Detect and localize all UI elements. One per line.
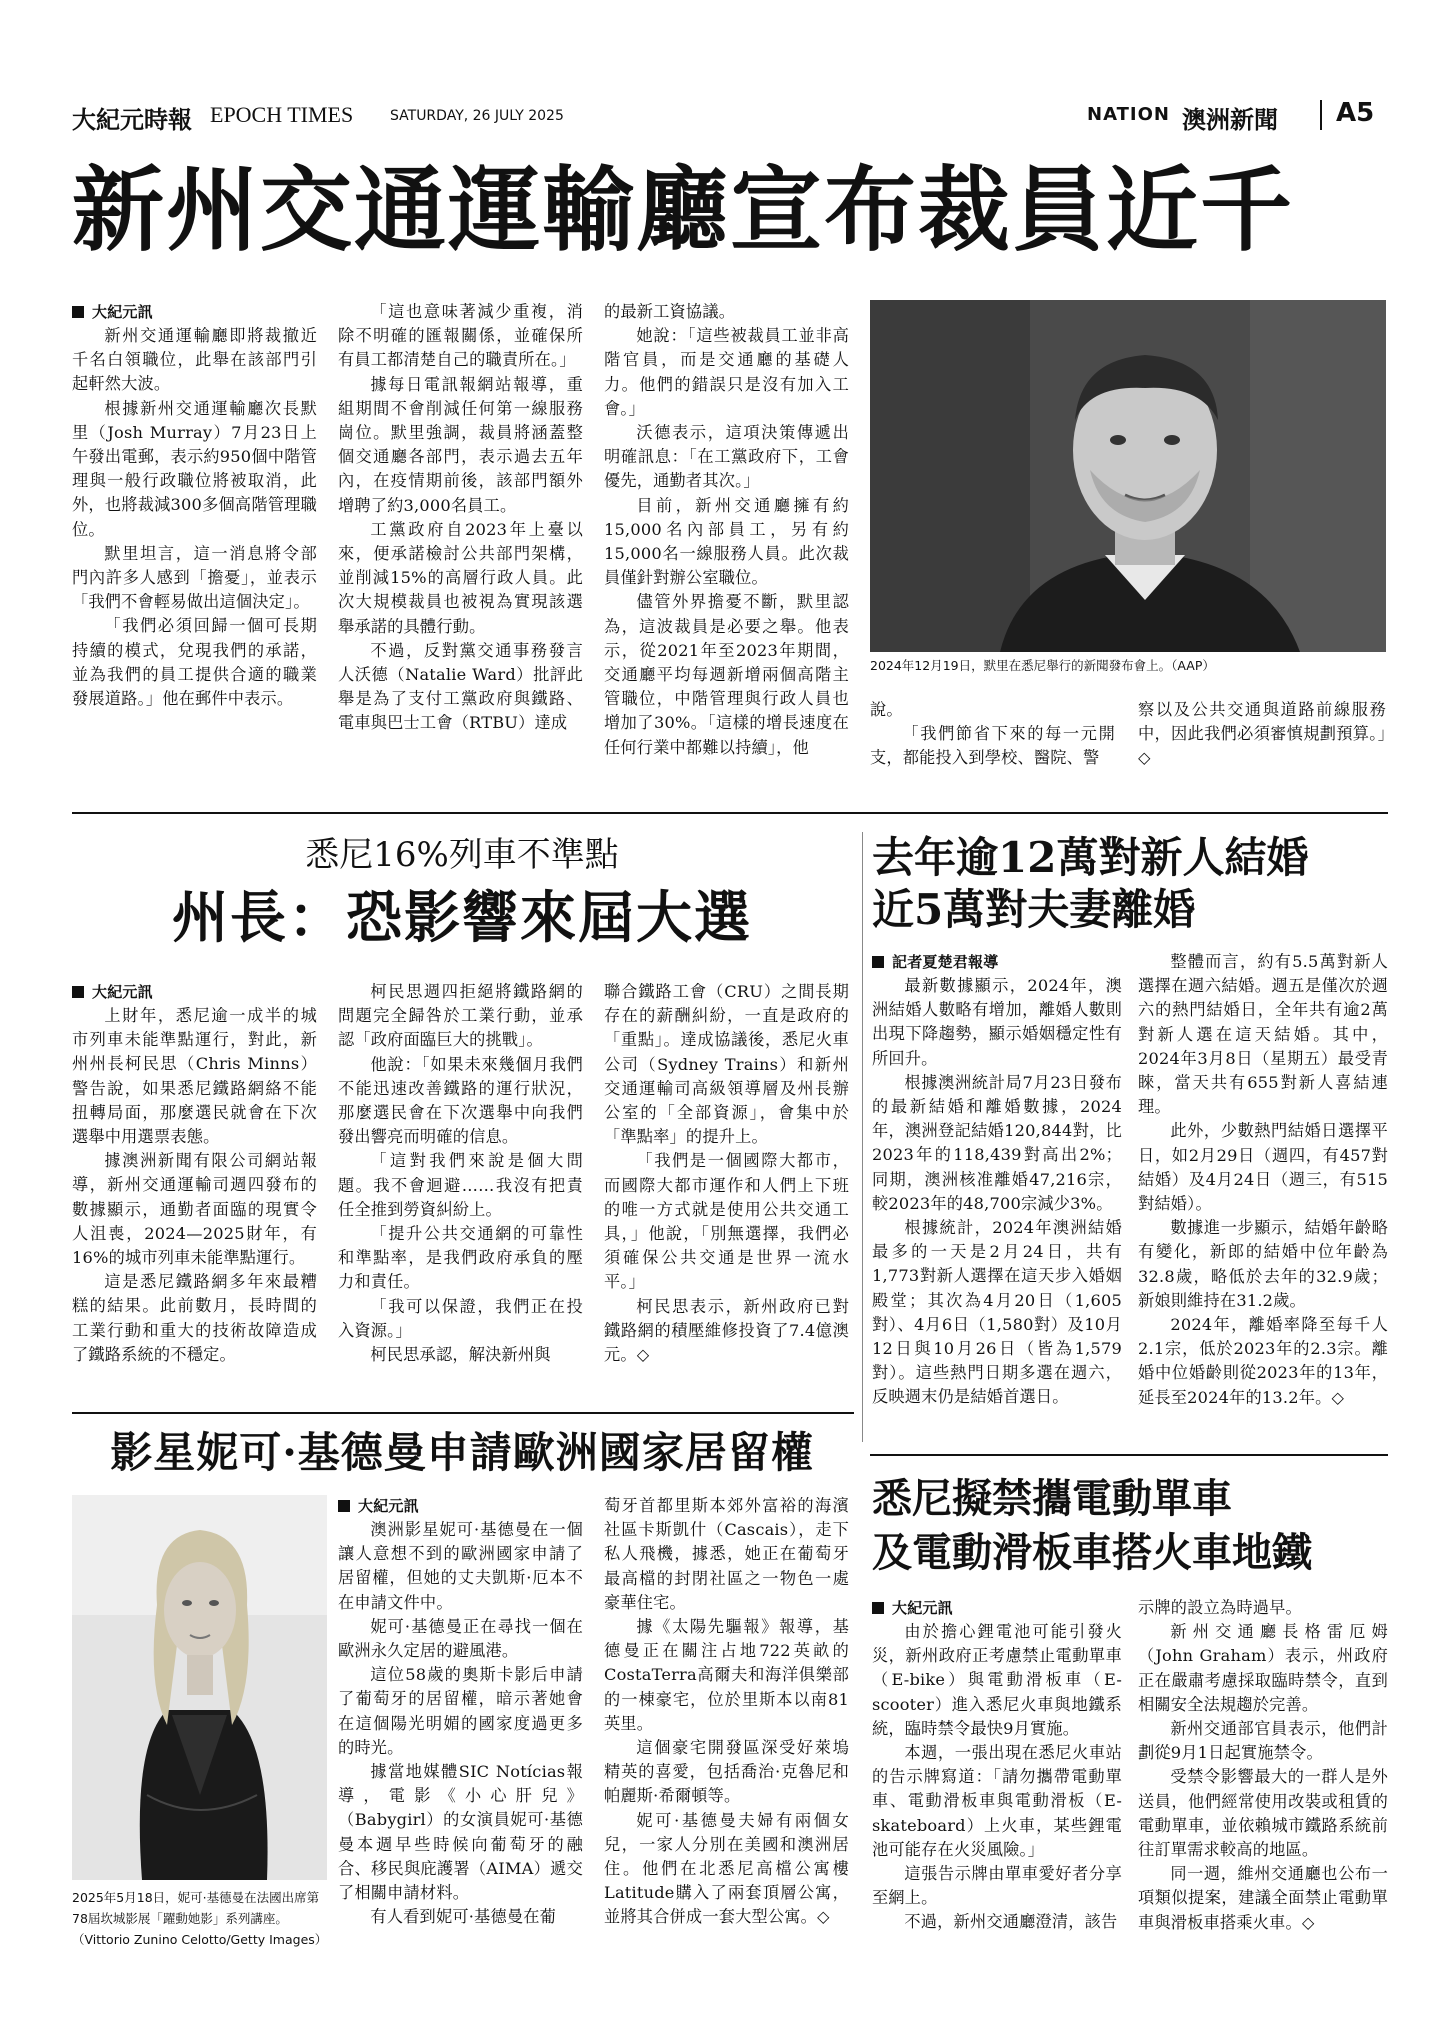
paragraph: 目前，新州交通廳擁有約15,000名內部員工，另有約15,000名一線服務人員。此次裁員僅針對辦公室職位。 — [604, 495, 849, 588]
story1-photo — [870, 300, 1386, 652]
paragraph: 這個豪宅開發區深受好萊塢精英的喜愛，包括喬治·克魯尼和帕麗斯·希爾頓等。 — [604, 1738, 849, 1806]
story1-column-2 — [338, 300, 583, 736]
paragraph: 「提升公共交通網的可靠性和準點率，是我們政府承負的壓力和責任。 — [338, 1224, 583, 1292]
story2-column-3 — [604, 980, 849, 1367]
story4-byline: 大紀元訊 — [338, 1494, 583, 1518]
paragraph: 「這也意味著減少重複，消除不明確的匯報關係，並確保所有員工都清楚自己的職責所在。」 — [338, 302, 583, 370]
story5-headline-line1: 悉尼擬禁攜電動單車 — [872, 1475, 1232, 1522]
paragraph: 「我們節省下來的每一元開支，都能投入到學校、醫院、警 — [870, 724, 1115, 768]
paragraph: 萄牙首都里斯本郊外富裕的海濱社區卡斯凱什（Cascais），走下私人飛機，據悉，她正在葡萄牙最高檔的封閉社區之一物色一處豪華住宅。 — [604, 1496, 849, 1612]
paragraph: 澳洲影星妮可·基德曼在一個讓人意想不到的歐洲國家申請了居留權，但她的丈夫凱斯·厄本不在申請文件中。 — [338, 1520, 583, 1612]
paragraph: 2024年，離婚率降至每千人2.1宗，低於2023年的2.3宗。離婚中位婚齡則從2023年的13年，延長至2024年的13.2年。◇ — [1138, 1315, 1388, 1407]
paragraph: 據當地媒體SIC Notícias報導，電影《小心肝兒》（Babygirl）的女演員妮可·基德曼本週早些時候向葡萄牙的融合、移民與庇護署（AIMA）遞交了相關申請材料。 — [338, 1762, 583, 1903]
paragraph: 由於擔心鋰電池可能引發火災，新州政府正考慮禁止電動單車（E-bike）與電動滑板車（E-scooter）進入悉尼火車與地鐵系統，臨時禁令最快9月實施。 — [872, 1622, 1122, 1738]
paragraph: 工黨政府自2023年上臺以來，便承諾檢討公共部門架構，並削減15%的高層行政人員。此次大規模裁員也被視為實現該選舉承諾的具體行動。 — [338, 519, 583, 636]
story4-column-1 — [338, 1494, 583, 1929]
story3-headline-line1: 去年逾12萬對新人結婚 — [872, 833, 1309, 882]
paragraph: 「我可以保證，我們正在投入資源。」 — [338, 1296, 583, 1340]
page-number: A5 — [1336, 98, 1375, 128]
story4-headline: 影星妮可·基德曼申請歐洲國家居留權 — [110, 1428, 814, 1477]
story3-column-1 — [872, 950, 1122, 1410]
paragraph: 他說：「如果未來幾個月我們不能迅速改善鐵路的運行狀況，那麼選民會在下次選舉中向我們發出響亮而明確的信息。 — [338, 1054, 583, 1147]
story2-headline: 州長：恐影響來屆大選 — [172, 885, 752, 951]
paragraph: 說。 — [870, 700, 903, 719]
woman-portrait-icon — [72, 1495, 327, 1880]
paragraph: 同一週，維州交通廳也公布一項類似提案，建議全面禁止電動單車與滑板車搭乘火車。◇ — [1138, 1864, 1388, 1932]
story2-kicker: 悉尼16%列車不準點 — [305, 835, 619, 875]
logo-en: EPOCH TIMES — [210, 102, 354, 127]
paragraph: 新州交通廳長格雷厄姆（John Graham）表示，州政府正在嚴肅考慮採取臨時禁令，直到相關安全法規趨於完善。 — [1138, 1622, 1388, 1714]
byline-square-icon — [872, 956, 884, 968]
section-divider — [72, 1412, 854, 1414]
story1-headline: 新州交通運輸廳宣布裁員近千 — [72, 156, 1295, 264]
story3-column-2 — [1138, 950, 1388, 1410]
paragraph: 妮可·基德曼夫婦有兩個女兒，一家人分別在美國和澳洲居住。他們在北悉尼高檔公寓樓Latitude購入了兩套頂層公寓，並將其合併成一套大型公寓。◇ — [604, 1810, 849, 1927]
paragraph: 「這對我們來說是個大問題。我不會迴避……我沒有把責任全推到勞資糾紛上。 — [338, 1151, 583, 1219]
paragraph: 不過，反對黨交通事務發言人沃德（Natalie Ward）批評此舉是為了支付工黨政府與鐵路、電車與巴士工會（RTBU）達成 — [338, 640, 583, 733]
section-en: NATION — [1087, 104, 1170, 125]
story1-column-5 — [1138, 698, 1386, 771]
story5-column-1 — [872, 1596, 1122, 1935]
paragraph: 察以及公共交通與道路前線服務中，因此我們必須審慎規劃預算。」◇ — [1138, 700, 1386, 768]
byline-square-icon — [72, 986, 84, 998]
paragraph: 本週，一張出現在悉尼火車站的告示牌寫道：「請勿攜帶電動單車、電動滑板車與電動滑板（E-skateboard）上火車，某些鋰電池可能存在火災風險。」 — [872, 1743, 1122, 1859]
story3-byline: 記者夏楚君報導 — [872, 950, 1122, 974]
paragraph: 新州交通部官員表示，他們計劃從9月1日起實施禁令。 — [1138, 1719, 1388, 1763]
story1-byline: 大紀元訊 — [72, 300, 317, 324]
paragraph: 新州交通運輸廳即將裁撤近千名白領職位，此舉在該部門引起軒然大波。 — [72, 326, 317, 394]
paragraph: 整體而言，約有5.5萬對新人選擇在週六結婚。週五是僅次於週六的熱門結婚日，全年共有逾2萬對新人選在這天結婚。其中，2024年3月8日（星期五）最受青睞，當天共有655對新人喜結連理。 — [1138, 952, 1388, 1117]
paragraph: 聯合鐵路工會（CRU）之間長期存在的薪酬糾紛，一直是政府的「重點」。達成協議後，悉尼火車公司（Sydney Trains）和新州交通運輸司高級領導層及州長辦公室的「全部資源」，會集中於「準點率」的提升上。 — [604, 982, 849, 1147]
section-divider — [72, 812, 1388, 814]
byline-square-icon — [872, 1602, 884, 1614]
paragraph: 根據統計，2024年澳洲結婚最多的一天是2月24日，共有1,773對新人選擇在這天步入婚姻殿堂；其次為4月20日（1,605對）、4月6日（1,580對）及10月12日與10月26日（皆為1,579對）。這些熱門日期多選在週六，反映週末仍是結婚首選日。 — [872, 1218, 1122, 1407]
masthead — [72, 98, 1388, 138]
story5-headline — [872, 1472, 1392, 1580]
paragraph: 的最新工資協議。 — [604, 302, 736, 321]
man-portrait-icon — [870, 300, 1386, 652]
paragraph: 「我們必須回歸一個可長期持續的模式，兌現我們的承諾，並為我們的員工提供合適的職業發展道路。」他在郵件中表示。 — [72, 616, 317, 709]
section-cn: 澳洲新聞 — [1182, 105, 1278, 134]
story5-column-2 — [1138, 1596, 1388, 1935]
paragraph: 這是悉尼鐵路網多年來最糟糕的結果。此前數月，長時間的工業行動和重大的技術故障造成了鐵路系統的不穩定。 — [72, 1272, 317, 1364]
paragraph: 她說：「這些被裁員工並非高階官員，而是交通廳的基礎人力。他們的錯誤只是沒有加入工會。」 — [604, 326, 849, 418]
story1-column-3 — [604, 300, 849, 760]
paragraph: 根據澳洲統計局7月23日發布的最新結婚和離婚數據，2024年，澳洲登記結婚120,844對，比2023年的118,439對高出2%；同期，澳洲核准離婚47,216宗，較2023年的48,700宗減少3%。 — [872, 1072, 1122, 1213]
story2-column-1 — [72, 980, 317, 1367]
masthead-divider — [1320, 100, 1322, 130]
paragraph: 「我們是一個國際大都市，而國際大都市運作和人們上下班的唯一方式就是使用公共交通工具，」他說，「別無選擇，我們必須確保公共交通是世界一流水平。」 — [604, 1151, 849, 1292]
column-divider — [862, 832, 863, 1442]
story5-byline: 大紀元訊 — [872, 1596, 1122, 1620]
paragraph: 默里坦言，這一消息將令部門內許多人感到「擔憂」，並表示「我們不會輕易做出這個決定」。 — [72, 543, 317, 612]
paragraph: 妮可·基德曼正在尋找一個在歐洲永久定居的避風港。 — [338, 1616, 583, 1661]
paragraph: 這位58歲的奧斯卡影后申請了葡萄牙的居留權，暗示著她會在這個陽光明媚的國家度過更多的時光。 — [338, 1665, 583, 1757]
paragraph: 受禁令影響最大的一群人是外送員，他們經常使用改裝或租賃的電動單車，並依賴城市鐵路系統前往訂單需求較高的地區。 — [1138, 1767, 1388, 1860]
paragraph: 此外，少數熱門結婚日選擇平日，如2月29日（週四，有457對結婚）及4月24日（週三，有515對結婚）。 — [1138, 1121, 1388, 1214]
paragraph: 不過，新州交通廳澄清，該告 — [904, 1912, 1118, 1932]
paragraph: 沃德表示，這項決策傳遞出明確訊息：「在工黨政府下，工會優先，通勤者其次。」 — [604, 423, 849, 491]
story3-headline-line2: 近5萬對夫妻離婚 — [872, 885, 1196, 934]
paragraph: 柯民思週四拒絕將鐵路網的問題完全歸咎於工業行動，並承認「政府面臨巨大的挑戰」。 — [338, 982, 583, 1050]
story1-column-4 — [870, 698, 1115, 771]
paragraph: 上財年，悉尼逾一成半的城市列車未能準點運行，對此，新州州長柯民思（Chris Minns）警告說，如果悉尼鐵路網絡不能扭轉局面，那麼選民就會在下次選舉中用選票表態。 — [72, 1006, 317, 1147]
paragraph: 數據進一步顯示，結婚年齡略有變化，新郎的結婚中位年齡為32.8歲，略低於去年的32.9歲；新娘則維持在31.2歲。 — [1138, 1218, 1388, 1310]
paragraph: 最新數據顯示，2024年，澳洲結婚人數略有增加，離婚人數則出現下降趨勢，顯示婚姻穩定性有所回升。 — [872, 976, 1122, 1068]
paragraph: 據澳洲新聞有限公司網站報導，新州交通運輸司週四發布的數據顯示，通勤者面臨的現實令人沮喪，2024—2025財年，有16%的城市列車未能準點運行。 — [72, 1151, 317, 1268]
story1-column-1 — [72, 300, 317, 711]
paragraph: 這張告示牌由單車愛好者分享至網上。 — [872, 1864, 1122, 1908]
paragraph: 根據新州交通運輸廳次長默里（Josh Murray）7月23日上午發出電郵，表示約950個中階管理與一般行政職位將被取消，此外，也將裁減300多個高階管理職位。 — [72, 398, 317, 539]
paragraph: 據《太陽先驅報》報導，基德曼正在關注占地722英畝的CostaTerra高爾夫和海洋俱樂部的一棟豪宅，位於里斯本以南81英里。 — [604, 1617, 849, 1733]
story4-photo — [72, 1495, 327, 1880]
paragraph: 示牌的設立為時過早。 — [1138, 1598, 1302, 1617]
story4-column-2 — [604, 1494, 849, 1930]
issue-date: SATURDAY, 26 JULY 2025 — [390, 108, 564, 124]
story4-photo-caption: 2025年5月18日，妮可·基德曼在法國出席第78屆坎城影展「躍動她影」系列講座。（Vittorio Zunino Celotto/Getty Images） — [72, 1890, 328, 1947]
paragraph: 柯民思表示，新州政府已對鐵路網的積壓維修投資了7.4億澳元。◇ — [604, 1296, 849, 1365]
paragraph: 柯民思承認，解決新州與 — [370, 1345, 551, 1365]
story2-column-2 — [338, 980, 583, 1367]
paragraph: 有人看到妮可·基德曼在葡 — [370, 1907, 556, 1927]
byline-square-icon — [72, 306, 84, 318]
paragraph: 儘管外界擔憂不斷，默里認為，這波裁員是必要之舉。他表示，從2021年至2023年期間，交通廳平均每週新增兩個高階主管職位，中階管理與行政人員也增加了30%。「這樣的增長速度在任何行業中都難以持續」，他 — [604, 592, 849, 757]
story1-photo-caption: 2024年12月19日，默里在悉尼舉行的新聞發布會上。（AAP） — [870, 658, 1215, 673]
story2-byline: 大紀元訊 — [72, 980, 317, 1004]
byline-square-icon — [338, 1500, 350, 1512]
story5-headline-line2: 及電動滑板車搭火車地鐵 — [872, 1529, 1312, 1576]
logo-cn: 大紀元時報 — [72, 105, 192, 134]
story3-headline — [872, 832, 1392, 936]
section-divider — [870, 1454, 1388, 1456]
paragraph: 據每日電訊報網站報導，重組期間不會削減任何第一線服務崗位。默里強調，裁員將涵蓋整個交通廳各部門，表示過去五年內，在疫情期前後，該部門額外增聘了約3,000名員工。 — [338, 374, 583, 515]
